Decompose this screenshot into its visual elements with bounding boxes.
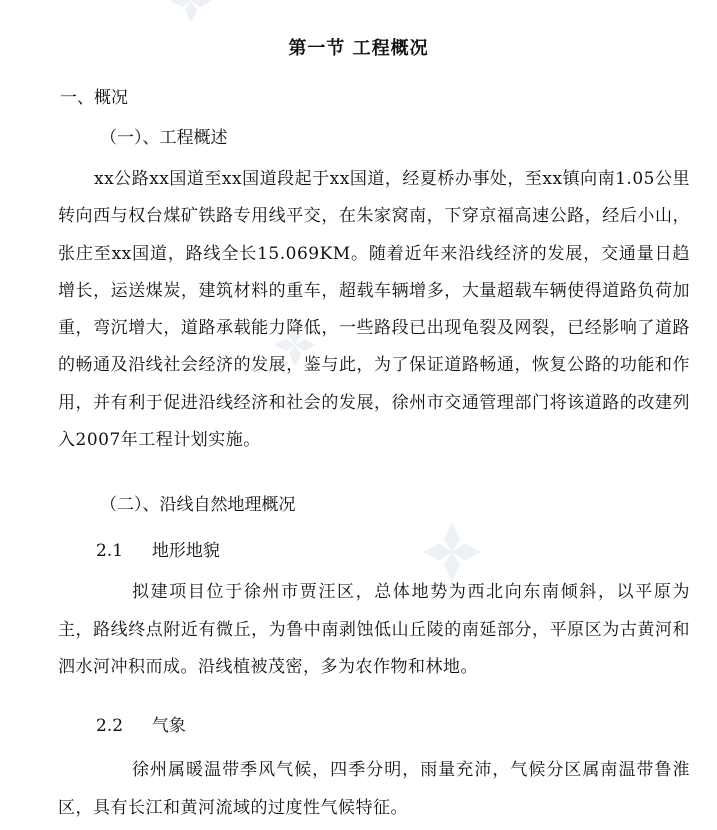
item-number: 2.2 <box>96 716 124 736</box>
page-title: 第一节 工程概况 <box>288 38 429 59</box>
item-title: 地形地貌 <box>151 541 220 561</box>
watermark-icon <box>168 0 214 24</box>
paragraph-climate: 徐州属暖温带季风气候，四季分明，雨量充沛，气候分区属南温带鲁淮区，具有长江和黄河流域的过度性气候特征。 <box>58 760 690 818</box>
item-heading-terrain <box>96 539 220 563</box>
subsection-heading-project-overview: （一）、工程概述 <box>100 128 228 148</box>
subsection-heading-natural-geography: （二）、沿线自然地理概况 <box>100 495 296 515</box>
item-number: 2.1 <box>96 541 124 561</box>
item-title: 气象 <box>151 716 186 736</box>
paragraph-terrain: 拟建项目位于徐州市贾汪区，总体地势为西北向东南倾斜，以平原为主，路线终点附近有微丘，为鲁中南剥蚀低山丘陵的南延部分，平原区为古黄河和泗水河冲积而成。沿线植被茂密，多为农作物和林地。 <box>58 582 690 677</box>
item-heading-climate <box>96 714 186 738</box>
paragraph-project-overview: xx公路xx国道至xx国道段起于xx国道，经夏桥办事处，至xx镇向南1.05公里转向西与权台煤矿铁路专用线平交，在朱家窝南，下穿京福高速公路，经后小山，张庄至xx国道，路线全长15.069KM。随着近年来沿线经济的发展，交通量日趋增长，运送煤炭，建筑材料的重车，超载车辆增多，大量超载车辆使得道路负荷加重，弯沉增大，道路承载能力降低，一些路段已出现龟裂及网裂，已经影响了道路的畅通及沿线社会经济的发展，鉴与此，为了保证道路畅通，恢复公路的功能和作用，并有利于促进沿线经济和社会的发展，徐州市交通管理部门将该道路的改建列入2007年工程计划实施。 <box>58 169 690 451</box>
section-heading-overview: 一、概况 <box>60 88 128 108</box>
